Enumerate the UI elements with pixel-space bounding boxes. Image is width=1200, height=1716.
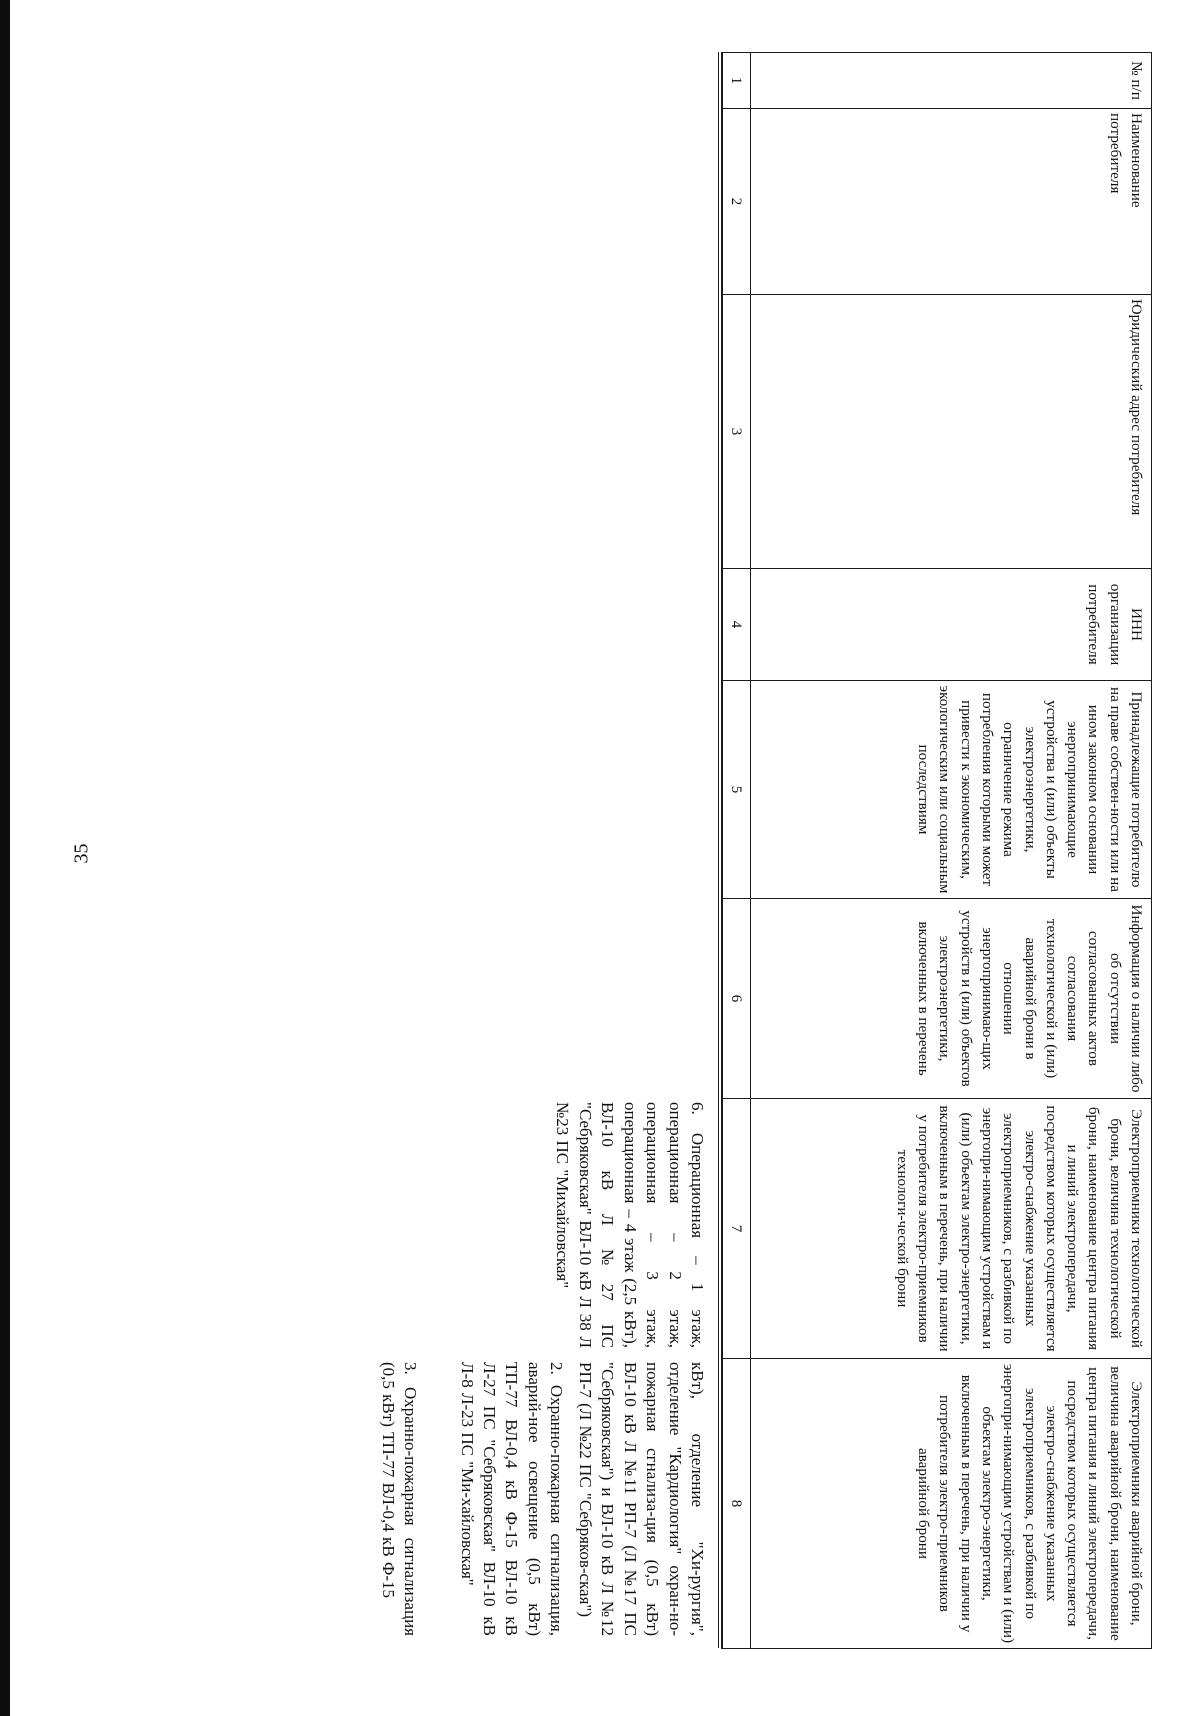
column-number-cell: 1 [722, 53, 751, 109]
column-number-cell: 4 [722, 569, 751, 681]
header-cell-legal-address [751, 295, 1152, 569]
table-header-row [751, 53, 1152, 1649]
header-cell-acts-info [751, 899, 1152, 1099]
header-text: № п/п [1128, 61, 1145, 100]
header-text: Наименование потребителя [1106, 113, 1145, 208]
header-text: ИНН организации потребителя [1085, 583, 1145, 666]
header-text: Юридический адрес потребителя [1128, 299, 1145, 516]
column-number-cell: 8 [722, 1359, 751, 1649]
header-cell-technological-reserve [751, 1099, 1152, 1359]
header-cell-number [751, 53, 1152, 109]
page-number: 35 [70, 843, 93, 864]
column-number-cell: 2 [722, 109, 751, 295]
col8-paragraph-1: кВт), отделение "Хи-рургия", отделение "Кардиология" охран-но-пожарная сгнализа-ция (0,5 кВт) ВЛ-10 кВ Л №11 РП-7 (Л №17 ПС "Себряковская") и ВЛ-10 кВ Л №12 РП-7 (Л №22 ПС "Себряков-ская") [575, 1362, 707, 1636]
column-number-row [722, 53, 751, 1649]
rotated-page-content [96, 52, 1152, 1692]
header-text: Информация о наличии либо об отсутствии согласованных актов согласования технологической и (или) аварийной брони в отношении энергопринимаю-щих устройств и (или) объектов электроэнергетики, включенных в перечень [915, 904, 1145, 1093]
table-bottom-rule-inner [718, 52, 719, 1648]
scan-edge [0, 0, 10, 1716]
header-text: Электроприемники аварийной брони, величина аварийной брони, наименование центра питания и линий электропередачи, посредством которых осуществляется электро-снабжение указанных электроприемников, с разбивкой по энергопри-нимающим устройствам и (или) объектам электро-энергетики, включенным в перечень, при наличии у потребителя электро-приемников аварийной брони [915, 1363, 1145, 1644]
header-cell-consumer-name [751, 109, 1152, 295]
column7-body-text [545, 1102, 708, 1348]
column-number-cell: 6 [722, 899, 751, 1099]
column8-body-text [370, 1362, 708, 1636]
col8-paragraph-3: 3. Охранно-пожарная сигнализация (0,5 кВт) ТП-77 ВЛ-0,4 кВ Ф-15 [378, 1362, 421, 1636]
table-bottom-rule [721, 52, 723, 1648]
header-text: Принадлежащие потребителю на праве собствен-ности или на ином законном основании энергопринимающие устройства и (или) объекты электроэнергетики, ограничение режима потребления которыми может привести к экономическим, экологическим или социальным последствиям [915, 685, 1145, 894]
header-cell-devices [751, 681, 1152, 899]
column-number-cell: 3 [722, 295, 751, 569]
column-number-cell: 5 [722, 681, 751, 899]
column-number-cell: 7 [722, 1099, 751, 1359]
header-text: Электроприемники технологической брони, величина технологической брони, наименование центра питания и линий электропередачи, посредством которых осуществляется электро-снабжение указанных электроприемников, с разбивкой по энергопри-нимающим устройствам и (или) объектам электро-энергетики, включенным в перечень, при наличии у потребителя электро-приемников технологи-ческой брони [893, 1105, 1145, 1352]
col7-paragraph: 6. Операционная – 1 этаж, операционная – 2 этаж, операционная – 3 этаж, операционная – 4 этаж (2,5 кВт), ВЛ-10 кВ Л №27 ПС "Себряковская" ВЛ-10 кВ Л 38 Л №23 ПС "Михайловская" [553, 1102, 707, 1348]
consumer-table [721, 52, 1152, 1649]
header-cell-emergency-reserve [751, 1359, 1152, 1649]
col8-paragraph-2: 2. Охранно-пожарная сигнализация, аварий-ное освещение (0,5 кВт) ТП-77 ВЛ-0,4 кВ Ф-15 ВЛ-10 кВ Л-27 ПС "Себряковская" ВЛ-10 кВ Л-8 Л-23 ПС "Ми-хайловская" [457, 1362, 567, 1636]
header-cell-inn [751, 569, 1152, 681]
